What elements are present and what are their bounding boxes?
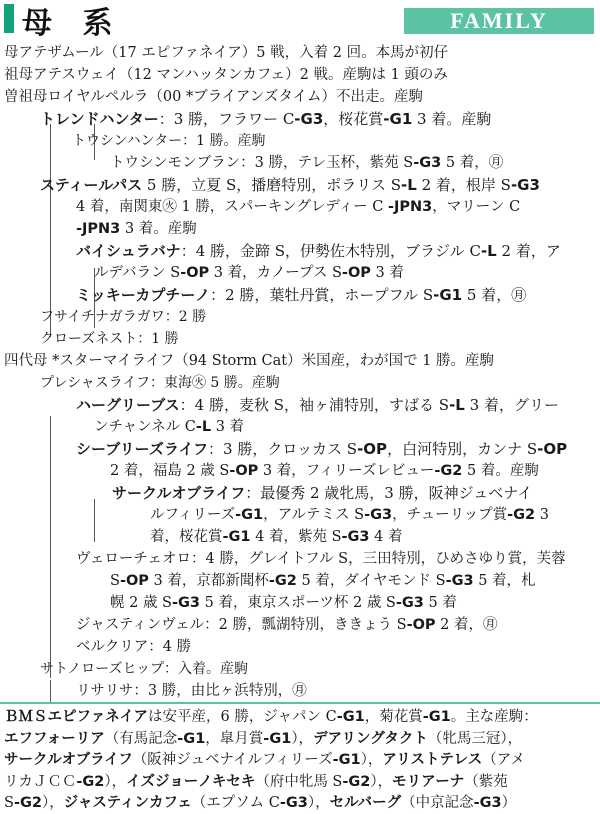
bold-text: -G3 bbox=[510, 176, 540, 194]
bold-text: -G2 bbox=[342, 773, 371, 790]
text-run: ジャスティンヴェル：2 勝，瓢湖特別，ききょう S bbox=[76, 617, 407, 633]
bold-text: -G1 bbox=[422, 709, 451, 725]
pedigree-line bbox=[76, 285, 526, 306]
text-run: 3 着，フィリーズレビュー bbox=[258, 463, 435, 479]
pedigree-line bbox=[150, 527, 402, 548]
bold-text: -G1 bbox=[263, 730, 292, 747]
bold-text: サークルオブライフ bbox=[112, 484, 246, 502]
pedigree-line bbox=[76, 197, 520, 218]
bold-text: -G3 bbox=[341, 529, 370, 545]
text-run: （有馬記念 bbox=[104, 730, 178, 747]
bold-text: アリストテレス bbox=[382, 752, 483, 768]
bold-text: -G1 bbox=[332, 752, 361, 768]
pedigree-line bbox=[110, 571, 536, 592]
text-run: トウシンモンブラン：3 勝，テレ玉杯，紫苑 S bbox=[110, 155, 414, 171]
text-run: ：最優秀 2 歳牝馬，3 勝，阪神ジュベナイ bbox=[245, 484, 533, 502]
bold-text: -G3 bbox=[294, 110, 324, 128]
text-run: 。主な産駒： bbox=[450, 709, 538, 725]
text-run: 5 着 bbox=[423, 595, 457, 611]
text-run: ）， bbox=[360, 752, 383, 768]
pedigree-line bbox=[94, 417, 244, 438]
pedigree-line bbox=[72, 131, 265, 152]
text-run: ，白河特別，カンナ S bbox=[387, 440, 538, 458]
text-run: ） bbox=[501, 795, 517, 811]
pedigree-line bbox=[4, 87, 423, 108]
bold-text: -G2 bbox=[434, 463, 463, 479]
text-run: （牝馬三冠）， bbox=[427, 730, 523, 747]
section-header bbox=[0, 0, 600, 41]
bold-text: -JPN3 bbox=[388, 199, 433, 215]
pedigree-line bbox=[4, 65, 448, 86]
text-run: ヴェローチェオロ：4 勝，グレイトフル S，三田特別，ひめさゆり賞，芙蓉 bbox=[76, 551, 566, 567]
text-run: 四代母 *スターマイライフ（94 Storm Cat）米国産，わが国で 1 勝。産駒 bbox=[4, 353, 495, 369]
text-run: リカＪＣＣ bbox=[4, 773, 77, 790]
text-run: クローズネスト：1 勝 bbox=[40, 331, 179, 347]
bold-text: -OP bbox=[537, 440, 568, 458]
text-run: 4 着 bbox=[369, 529, 403, 545]
pedigree-line bbox=[40, 109, 491, 130]
text-run: ルフィリーズ bbox=[150, 507, 236, 523]
text-run: ，チューリップ賞 bbox=[392, 507, 508, 523]
pedigree-line bbox=[110, 593, 457, 614]
text-run: 2 着，福島 2 歳 S bbox=[110, 463, 230, 479]
bold-text: -G1 bbox=[235, 507, 264, 523]
text-run: 5 着，ダイヤモンド S bbox=[296, 573, 446, 589]
bms-line bbox=[4, 728, 522, 750]
text-run: 母アテザムール（17 エピファネイア）5 戦，入着 2 回。本馬が初仔 bbox=[4, 45, 449, 61]
text-run: 5 着，㊊ bbox=[462, 286, 527, 304]
bold-text: セルバーグ bbox=[329, 795, 402, 811]
text-run: 5 着，札 bbox=[473, 573, 536, 589]
pedigree-line bbox=[76, 615, 498, 636]
bold-text: サークルオブライフ bbox=[4, 752, 133, 768]
text-run: ：3 勝，フラワー C bbox=[158, 110, 295, 128]
text-run: ，桜花賞 bbox=[323, 110, 384, 128]
text-run: S bbox=[4, 795, 14, 811]
text-run: 3 着，グリー bbox=[464, 396, 559, 414]
bms-line bbox=[4, 792, 516, 814]
text-run: 曽祖母ロイヤルペルラ（00 *ブライアンズタイム）不出走。産駒 bbox=[4, 89, 424, 105]
bold-text: -L bbox=[480, 242, 497, 260]
text-run: 4 着，紫苑 S bbox=[250, 529, 342, 545]
bold-text: ジャスティンカフェ bbox=[63, 795, 192, 811]
text-run: ）， bbox=[104, 773, 127, 790]
text-run: 5 着，東京スポーツ杯 2 歳 S bbox=[200, 595, 396, 611]
bms-line bbox=[4, 749, 525, 771]
text-run: 3 着 bbox=[370, 265, 404, 281]
text-run: ：4 勝，金蹄 S，伊勢佐木特別，ブラジル C bbox=[180, 242, 481, 260]
text-run: ルデバラン S bbox=[94, 265, 181, 281]
tree-line bbox=[50, 680, 51, 702]
bold-text: -G3 bbox=[364, 507, 393, 523]
family-banner bbox=[404, 8, 594, 34]
text-run: （アメ bbox=[482, 752, 525, 768]
bold-text: -OP bbox=[180, 265, 210, 281]
bold-text: -G3 bbox=[395, 595, 424, 611]
pedigree-line bbox=[4, 43, 448, 64]
pedigree-line bbox=[110, 461, 539, 482]
bold-text: -OP bbox=[357, 440, 388, 458]
bms-line bbox=[4, 771, 508, 793]
pedigree-line bbox=[40, 659, 248, 680]
pedigree-line bbox=[76, 241, 561, 262]
pedigree-line bbox=[76, 549, 566, 570]
bold-text: モリアーナ bbox=[392, 773, 465, 790]
pedigree-line bbox=[76, 637, 191, 658]
text-run: 3 bbox=[535, 507, 549, 523]
bold-text: -L bbox=[401, 176, 417, 194]
pedigree-line bbox=[76, 395, 559, 416]
bold-text: -G1 bbox=[222, 529, 251, 545]
pedigree-line bbox=[76, 681, 307, 702]
text-run: 3 着。産駒 bbox=[412, 110, 492, 128]
text-run: は安平産，6 勝，ジャパン C bbox=[147, 709, 337, 725]
text-run: （エプソム C bbox=[191, 795, 280, 811]
text-run: リサリサ：3 勝，由比ヶ浜特別，㊊ bbox=[76, 683, 307, 699]
text-run: フサイチナガラガワ：2 勝 bbox=[40, 309, 207, 325]
bold-text: -OP bbox=[406, 617, 436, 633]
pedigree-line bbox=[40, 307, 206, 328]
bold-text: -OP bbox=[229, 463, 259, 479]
text-run: 3 着，京都新聞杯 bbox=[148, 573, 269, 589]
text-run: 2 着，根岸 S bbox=[416, 176, 511, 194]
text-run: 幌 2 歳 S bbox=[110, 595, 172, 611]
bold-text: ハーグリーブス bbox=[76, 396, 180, 414]
text-run: 3 着 bbox=[211, 419, 245, 435]
bold-text: -G2 bbox=[13, 795, 42, 811]
bold-text: イズジョーノキセキ bbox=[126, 773, 256, 790]
bold-text: -G3 bbox=[279, 795, 308, 811]
text-run: 祖母アテスウェイ（12 マンハッタンカフェ）2 戦。産駒は 1 頭のみ bbox=[4, 67, 448, 83]
pedigree-line bbox=[94, 263, 404, 284]
bold-text: -G1 bbox=[336, 709, 365, 725]
pedigree-line bbox=[76, 439, 567, 460]
family-banner-label: FAMILY bbox=[450, 8, 548, 33]
bold-text: -L bbox=[195, 419, 212, 435]
bold-text: エフフォーリア bbox=[4, 730, 105, 747]
text-run: ，皐月賞 bbox=[205, 730, 264, 747]
bold-text: -JPN3 bbox=[76, 221, 121, 237]
bold-text: バイシュラバナ bbox=[76, 242, 181, 260]
bold-text: -G3 bbox=[172, 595, 201, 611]
bold-text: -G1 bbox=[177, 730, 206, 747]
text-run: ，菊花賞 bbox=[364, 709, 423, 725]
bold-text: ＢＭＳエピファネイア bbox=[4, 709, 148, 725]
text-run: ベルクリア：4 勝 bbox=[76, 639, 192, 655]
bold-text: -G2 bbox=[268, 573, 297, 589]
text-run: ）， bbox=[41, 795, 64, 811]
bold-text: スティールパス bbox=[40, 176, 143, 194]
text-run: （中京記念 bbox=[401, 795, 474, 811]
bms-line bbox=[4, 706, 538, 728]
tree-line bbox=[50, 416, 51, 678]
tree-line bbox=[94, 499, 95, 542]
text-run: （阪神ジュベナイルフィリーズ bbox=[132, 752, 333, 768]
pedigree-line bbox=[4, 351, 494, 372]
text-run: ：4 勝，麦秋 S，袖ヶ浦特別，すばる S bbox=[179, 396, 450, 414]
bold-text: デアリングタクト bbox=[313, 730, 428, 747]
text-run: 着，桜花賞 bbox=[150, 529, 223, 545]
bold-text: ミッキーカプチーノ bbox=[76, 286, 211, 304]
text-run: 5 勝，立夏 S，播磨特別，ポラリス S bbox=[142, 176, 402, 194]
section-separator bbox=[0, 702, 600, 704]
text-run: ，マリーン C bbox=[432, 199, 521, 215]
text-run: ：2 勝，葉牡丹賞，ホープフル S bbox=[210, 286, 434, 304]
bold-text: -OP bbox=[119, 573, 149, 589]
text-run: （府中牝馬 S bbox=[255, 773, 343, 790]
text-run: 2 着，ア bbox=[496, 242, 561, 260]
text-run: ，アルテミス S bbox=[263, 507, 365, 523]
text-run: ンチャンネル C bbox=[94, 419, 196, 435]
text-run: ）， bbox=[291, 730, 314, 747]
bold-text: -G1 bbox=[433, 286, 463, 304]
text-run: 5 着。産駒 bbox=[462, 463, 539, 479]
title-accent-bar bbox=[4, 4, 14, 33]
text-run: 3 着。産駒 bbox=[120, 221, 197, 237]
pedigree-line bbox=[40, 329, 179, 350]
text-run: （紫苑 bbox=[464, 773, 508, 790]
text-run: サトノローズヒップ：入着。産駒 bbox=[40, 661, 249, 677]
bold-text: -OP bbox=[341, 265, 371, 281]
pedigree-line bbox=[110, 153, 503, 174]
section-title: 母 系 bbox=[22, 6, 123, 41]
bold-text: -G3 bbox=[413, 155, 442, 171]
pedigree-line bbox=[112, 483, 532, 504]
bold-text: -G3 bbox=[473, 795, 502, 811]
text-run: 4 着，南関東㊋ 1 勝，スパーキングレディー C bbox=[76, 199, 388, 215]
bold-text: シーブリーズライフ bbox=[76, 440, 209, 458]
bold-text: トレンドハンター bbox=[40, 110, 159, 128]
text-run: ：3 勝，クロッカス S bbox=[208, 440, 358, 458]
text-run: ）， bbox=[307, 795, 330, 811]
bold-text: -G3 bbox=[445, 573, 474, 589]
bold-text: -G1 bbox=[383, 110, 413, 128]
pedigree-line bbox=[150, 505, 549, 526]
text-run: ）， bbox=[370, 773, 393, 790]
text-run: 2 着，㊊ bbox=[435, 617, 498, 633]
pedigree-line bbox=[40, 175, 540, 196]
bold-text: -G2 bbox=[507, 507, 536, 523]
text-run: S bbox=[110, 573, 120, 589]
pedigree-line bbox=[40, 373, 280, 394]
bold-text: -L bbox=[449, 396, 465, 414]
bold-text: -G2 bbox=[76, 773, 105, 790]
tree-line bbox=[50, 124, 51, 337]
text-run: トウシンハンター：1 勝。産駒 bbox=[72, 133, 266, 149]
text-run: 3 着，カノープス S bbox=[209, 265, 342, 281]
text-run: 5 着，㊊ bbox=[441, 155, 504, 171]
text-run: プレシャスライフ：東海㊋ 5 勝。産駒 bbox=[40, 375, 280, 391]
pedigree-line bbox=[76, 219, 197, 240]
